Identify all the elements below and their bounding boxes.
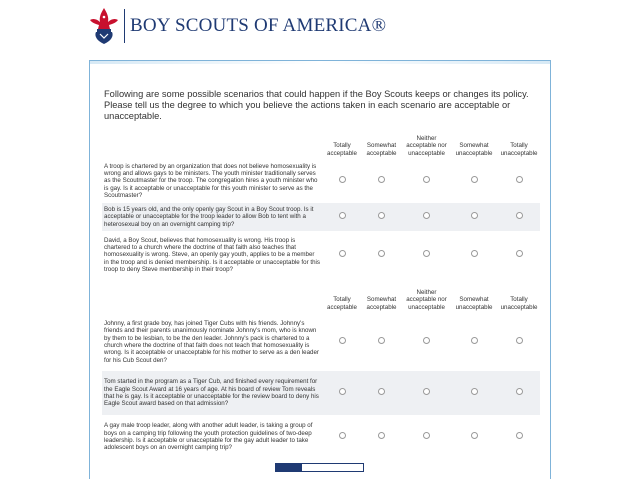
radio-somewhat-acceptable[interactable] bbox=[378, 250, 385, 257]
radio-neither[interactable] bbox=[423, 176, 430, 183]
col-header-neither: Neither acceptable nor unacceptable bbox=[406, 135, 447, 157]
question-intro: Following are some possible scenarios that could happen if the Boy Scouts keeps or changes its policy. Please tell us the degree to which you believe the actions taken in each scenario are acceptable or unacceptable. bbox=[104, 89, 529, 121]
radio-neither[interactable] bbox=[423, 388, 430, 395]
scenario-text: David, a Boy Scout, believes that homosexuality is wrong. His troop is chartered to a church where the doctrine of that faith also teaches that homosexuality is wrong. Steve, an openly gay youth, applies to be a member in the troop and is denied membership. Is it acceptable or unacceptable for this troop to deny Steve membership in their troop? bbox=[102, 231, 324, 279]
logo-divider bbox=[124, 9, 125, 43]
table-row bbox=[102, 159, 540, 203]
scenario-text: Johnny, a first grade boy, has joined Tiger Cubs with his friends. Johnny's friends and their parents unanimously nominate Johnny's mom, who is known by them to be lesbian, to be the den leader. Johnny's pack is chartered to a church where the doctrine of that faith does not teach that homosexuality is wrong. Is it acceptable or unacceptable for his mother to serve as a den leader for his Cub Scout den? bbox=[102, 313, 324, 371]
progress-bar-fill bbox=[276, 464, 302, 471]
col-header-somewhat-unacceptable: Somewhat unacceptable bbox=[455, 296, 493, 311]
radio-totally-acceptable[interactable] bbox=[339, 432, 346, 439]
radio-totally-unacceptable[interactable] bbox=[516, 388, 523, 395]
radio-somewhat-acceptable[interactable] bbox=[378, 388, 385, 395]
radio-totally-acceptable[interactable] bbox=[339, 212, 346, 219]
radio-totally-acceptable[interactable] bbox=[339, 176, 346, 183]
table-row bbox=[102, 313, 540, 371]
table-row bbox=[102, 371, 540, 415]
radio-somewhat-unacceptable[interactable] bbox=[471, 176, 478, 183]
radio-totally-unacceptable[interactable] bbox=[516, 212, 523, 219]
col-header-totally-unacceptable: Totally unacceptable bbox=[500, 296, 538, 311]
col-header-somewhat-unacceptable: Somewhat unacceptable bbox=[455, 142, 493, 157]
bsa-fleur-de-lis-logo-icon bbox=[88, 7, 120, 45]
radio-totally-unacceptable[interactable] bbox=[516, 432, 523, 439]
radio-totally-acceptable[interactable] bbox=[339, 250, 346, 257]
radio-totally-unacceptable[interactable] bbox=[516, 337, 523, 344]
radio-somewhat-acceptable[interactable] bbox=[378, 432, 385, 439]
matrix-header-row bbox=[102, 279, 540, 313]
radio-totally-acceptable[interactable] bbox=[339, 388, 346, 395]
radio-somewhat-acceptable[interactable] bbox=[378, 212, 385, 219]
radio-somewhat-acceptable[interactable] bbox=[378, 176, 385, 183]
scenario-text: Tom started in the program as a Tiger Cub, and finished every requirement for the Eagle Scout Award at 16 years of age. At his board of review Tom reveals that he is gay. Is it acceptable or unacceptable for the review board to deny his Eagle Scout award based on that admission? bbox=[102, 371, 324, 415]
radio-totally-unacceptable[interactable] bbox=[516, 176, 523, 183]
radio-totally-unacceptable[interactable] bbox=[516, 250, 523, 257]
table-row bbox=[102, 231, 540, 279]
radio-somewhat-unacceptable[interactable] bbox=[471, 212, 478, 219]
radio-neither[interactable] bbox=[423, 337, 430, 344]
table-row bbox=[102, 415, 540, 459]
radio-neither[interactable] bbox=[423, 212, 430, 219]
logo-wordmark: BOY SCOUTS OF AMERICA® bbox=[130, 15, 387, 36]
survey-progress-bar bbox=[275, 463, 364, 472]
radio-totally-acceptable[interactable] bbox=[339, 337, 346, 344]
matrix-header-blank bbox=[102, 121, 324, 159]
table-row bbox=[102, 203, 540, 231]
scenario-matrix-2 bbox=[102, 279, 540, 459]
radio-neither[interactable] bbox=[423, 250, 430, 257]
scenario-text: Bob is 15 years old, and the only openly gay Scout in a Boy Scout troop. Is it acceptable or unacceptable for the troop leader to allow Bob to tent with a heterosexual boy on an overnight camping trip? bbox=[102, 203, 324, 231]
site-header bbox=[0, 0, 640, 52]
col-header-totally-acceptable: Totally acceptable bbox=[327, 296, 357, 311]
panel-top-bar bbox=[90, 61, 550, 64]
radio-somewhat-unacceptable[interactable] bbox=[471, 250, 478, 257]
radio-somewhat-unacceptable[interactable] bbox=[471, 388, 478, 395]
scenario-matrix-1 bbox=[102, 121, 540, 279]
radio-somewhat-unacceptable[interactable] bbox=[471, 337, 478, 344]
scenario-text: A troop is chartered by an organization that does not believe homosexuality is wrong and allows gays to be ministers. The youth minister traditionally serves as the Scoutmaster for the troop. The congregation hires a youth minister who is gay. Is it acceptable or unacceptable for this youth minister to serve as the Scoutmaster? bbox=[102, 159, 324, 203]
radio-neither[interactable] bbox=[423, 432, 430, 439]
radio-somewhat-unacceptable[interactable] bbox=[471, 432, 478, 439]
scenario-text: A gay male troop leader, along with another adult leader, is taking a group of boys on a camping trip following the youth protection guidelines of two-deep leadership. Is it acceptable or unacceptable for the gay adult leader to take adolescent boys on an overnight camping trip? bbox=[102, 415, 324, 459]
col-header-totally-unacceptable: Totally unacceptable bbox=[500, 142, 538, 157]
col-header-totally-acceptable: Totally acceptable bbox=[327, 142, 357, 157]
matrix-header-row bbox=[102, 121, 540, 159]
col-header-somewhat-acceptable: Somewhat acceptable bbox=[366, 142, 397, 157]
col-header-neither: Neither acceptable nor unacceptable bbox=[406, 289, 447, 311]
radio-somewhat-acceptable[interactable] bbox=[378, 337, 385, 344]
survey-panel bbox=[89, 60, 551, 479]
matrix-header-blank bbox=[102, 279, 324, 313]
col-header-somewhat-acceptable: Somewhat acceptable bbox=[366, 296, 397, 311]
